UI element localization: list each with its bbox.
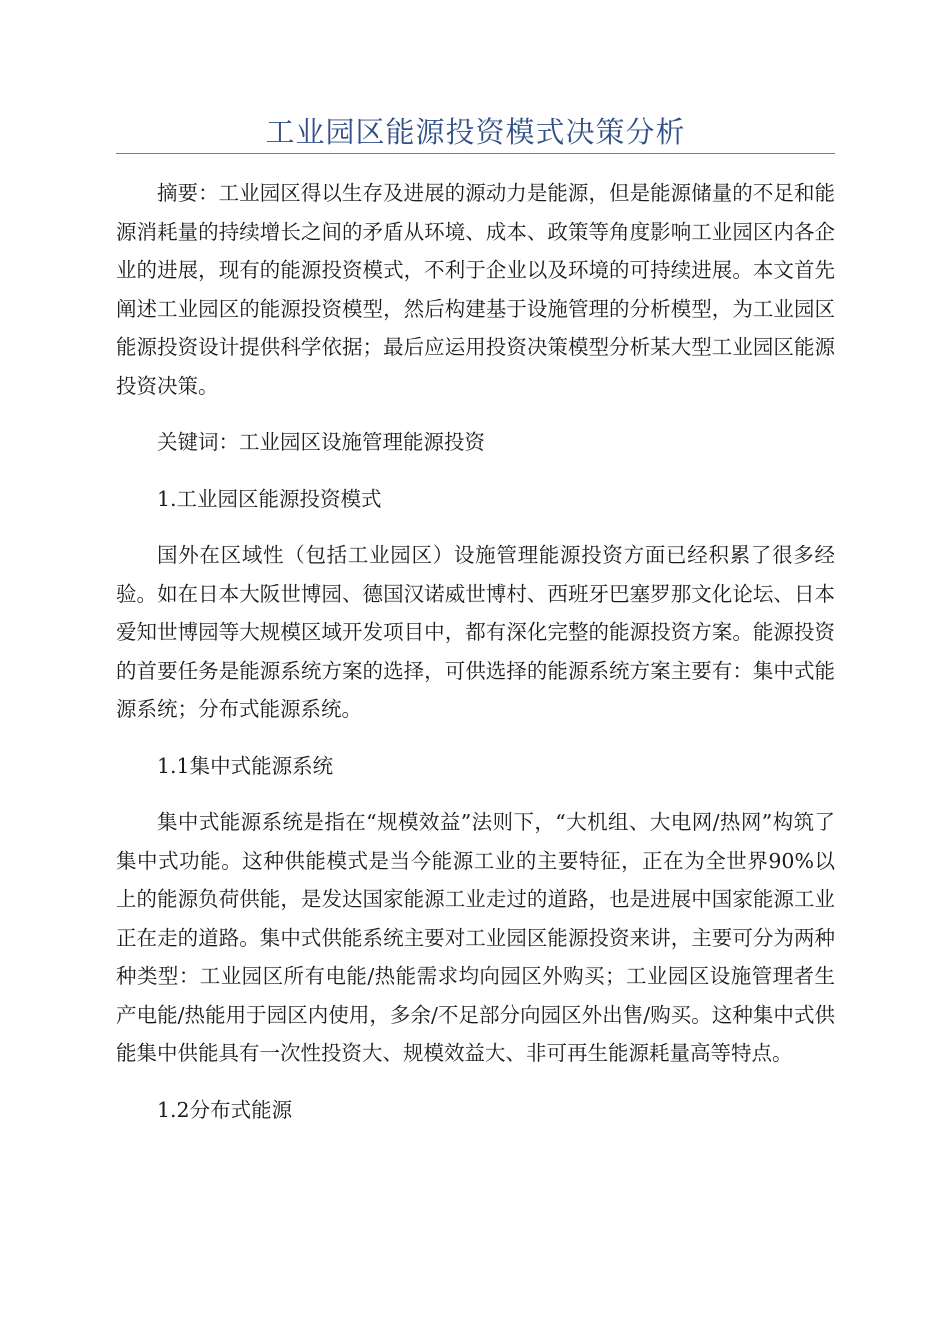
keywords-line: 关键词：工业园区设施管理能源投资	[157, 430, 485, 454]
section-1-heading: 1.工业园区能源投资模式	[157, 486, 382, 511]
section-1-2-heading: 1.2分布式能源	[157, 1097, 293, 1122]
document-body	[116, 174, 835, 1147]
section-1-paragraph: 国外在区域性（包括工业园区）设施管理能源投资方面已经积累了很多经验。如在日本大阪世博园、德国汉诺威世博村、西班牙巴塞罗那文化论坛、日本爱知世博园等大规模区域开发项目中，都有深化完整的能源投资方案。能源投资的首要任务是能源系统方案的选择，可供选择的能源系统方案主要有：集中式能源系统；分布式能源系统。	[116, 543, 835, 721]
title-underline	[116, 153, 835, 154]
section-1-1-paragraph: 集中式能源系统是指在“规模效益”法则下，“大机组、大电网/热网”构筑了集中式功能。这种供能模式是当今能源工业的主要特征，正在为全世界90%以上的能源负荷供能，是发达国家能源工业走过的道路，也是进展中国家能源工业正在走的道路。集中式供能系统主要对工业园区能源投资来讲，主要可分为两种种类型：工业园区所有电能/热能需求均向园区外购买；工业园区设施管理者生产电能/热能用于园区内使用，多余/不足部分向园区外出售/购买。这种集中式供能集中供能具有一次性投资大、规模效益大、非可再生能源耗量高等特点。	[116, 810, 835, 1065]
section-1-1-heading: 1.1集中式能源系统	[157, 753, 334, 778]
document-title: 工业园区能源投资模式决策分析	[265, 115, 686, 149]
abstract-paragraph: 摘要：工业园区得以生存及进展的源动力是能源，但是能源储量的不足和能源消耗量的持续增长之间的矛盾从环境、成本、政策等角度影响工业园区内各企业的进展，现有的能源投资模式，不利于企业以及环境的可持续进展。本文首先阐述工业园区的能源投资模型，然后构建基于设施管理的分析模型，为工业园区能源投资设计提供科学依据；最后应运用投资决策模型分析某大型工业园区能源投资决策。	[116, 181, 835, 398]
